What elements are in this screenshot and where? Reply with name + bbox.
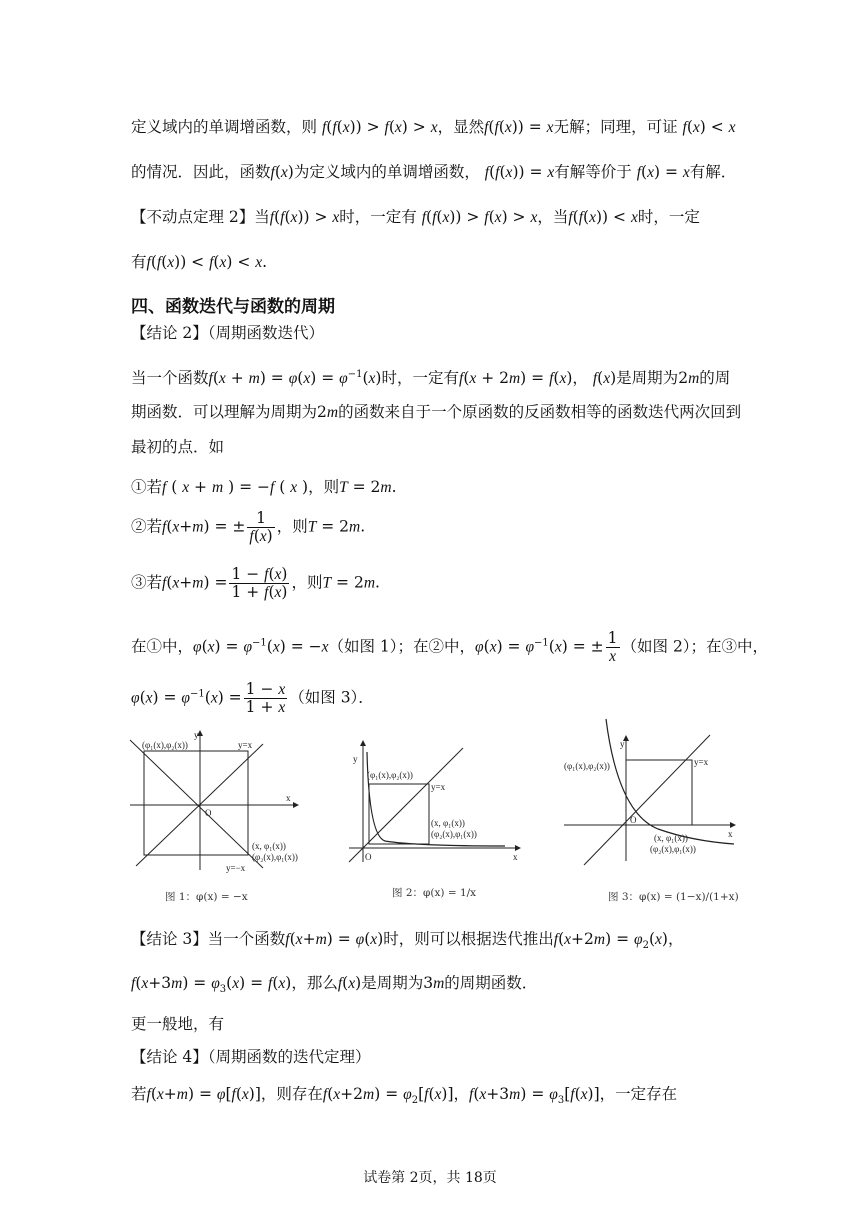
- fig3-top-point: (φ₁(x),φ₂(x)): [564, 761, 610, 771]
- fig1-line-y-negx: y=−x: [226, 863, 246, 873]
- conclusion-3-line-1: 【结论 3】当一个函数f(x+m) = φ(x)时，则可以根据迭代推出$f(x+2m) = \varphi_2(x)$，: [131, 930, 684, 952]
- conclusion-2-title: 【结论 2】（周期函数迭代）: [131, 324, 325, 342]
- fig2-line-yx: y=x: [431, 782, 446, 792]
- fig2-point-3: (φ₂(x),φ₁(x)): [431, 829, 477, 839]
- fig3-line-yx: y=x: [694, 757, 709, 767]
- conclusion-2-line-3: 最初的点．如: [131, 438, 225, 456]
- in-line-2: $\varphi(x) = \varphi^{-1}(x)$ = $\frac{1 - x}{1 + x}$ （如图 3）．: [131, 680, 374, 716]
- figure-3: [562, 717, 742, 871]
- text-line-1: 定义域内的单调增函数，则 f(f(x)) > f(x) > x，显然f(f(x)) = x无解；同理，可证 f(x) < x: [131, 118, 736, 136]
- conclusion-2-line-1: 当一个函数$f(x + m) = \varphi(x) = \varphi^{-1}(x)$时，一定有f(x + 2m) = f(x)， f(x)是周期为2m的周: [131, 369, 731, 388]
- fig2-x-label: x: [513, 852, 518, 862]
- conclusion-2-line-2: 期函数．可以理解为周期为2m的函数来自于一个原函数的反函数相等的函数迭代两次回到: [131, 403, 742, 421]
- figure-2: [345, 738, 525, 870]
- conclusion-3-line-2: $f(x+3m) = \varphi_3(x) = f(x)$，那么f(x)是周期为3m的周期函数．: [131, 974, 538, 996]
- figure-1: [128, 728, 308, 878]
- general-line: 更一般地，有: [131, 1015, 225, 1033]
- fig1-point-2: (x, φ₁(x)): [252, 841, 286, 851]
- fig2-origin: O: [365, 852, 372, 862]
- text-line-3: 【不动点定理 2】当f(f(x)) > x时，一定有 f(f(x)) > f(x) > x，当f(f(x)) < x时，一定: [131, 208, 700, 226]
- fig2-y-label: y: [353, 754, 358, 764]
- fig3-point-3: (φ₂(x),φ₁(x)): [650, 844, 696, 854]
- item-2: ②若f(x+m) = ± $\frac{1}{f(x)}$ ，则T = 2m.: [131, 509, 366, 545]
- text-line-4: 有f(f(x)) < f(x) < x.: [131, 253, 268, 271]
- item-3: ③若f(x+m) = $\frac{1 - f(x)}{1 + f(x)}$ ，则T = 2m.: [131, 565, 380, 601]
- fig1-x-label: x: [286, 793, 291, 803]
- section-heading: 四、函数迭代与函数的周期: [131, 297, 335, 317]
- figure-1-caption: 图 1：φ(x) = −x: [165, 891, 248, 903]
- fig2-top-point: (φ₁(x),φ₂(x)): [367, 770, 413, 780]
- fig1-y-label: y: [194, 730, 199, 740]
- figure-3-caption: 图 3：φ(x) = (1−x)/(1+x): [608, 891, 739, 903]
- page-footer: 试卷第 2页，共 18页: [363, 1170, 497, 1186]
- conclusion-4-title: 【结论 4】（周期函数的迭代定理）: [131, 1048, 371, 1066]
- fig3-point-2: (x, φ₁(x)): [654, 833, 688, 843]
- fig1-top-point: (φ₁(x),φ₂(x)): [142, 740, 188, 750]
- fig3-origin: O: [630, 815, 637, 825]
- fig1-origin: O: [205, 808, 212, 818]
- text-line-2: 的情况．因此，函数f(x)为定义域内的单调增函数， f(f(x)) = x有解等价于 f(x) = x有解．: [131, 163, 737, 181]
- conclusion-4-line: 若f(x+m) = φ[f(x)]，则存在$f(x+2m) = \varphi_2[f(x)]$，$f(x+3m) = \varphi_3[f(x)]$，一定存在: [131, 1085, 678, 1107]
- figure-2-caption: 图 2：φ(x) = 1/x: [392, 887, 477, 899]
- fig2-point-2: (x, φ₁(x)): [431, 818, 465, 828]
- item-1: ①若f ( x + m ) = −f ( x )，则T = 2m.: [131, 478, 397, 496]
- fig3-y-label: y: [620, 739, 625, 749]
- in-line-1: 在①中，$\varphi(x) = \varphi^{-1}(x) = -x$（如图 1）；在②中，$\varphi(x) = \varphi^{-1}(x)$ = ± $\frac{1}{x}$ （如图 2）；在③中，: [131, 629, 769, 665]
- fig1-line-yx: y=x: [238, 740, 253, 750]
- fig3-x-label: x: [728, 829, 733, 839]
- fig1-point-3: (φ₂(x),φ₁(x)): [252, 852, 298, 862]
